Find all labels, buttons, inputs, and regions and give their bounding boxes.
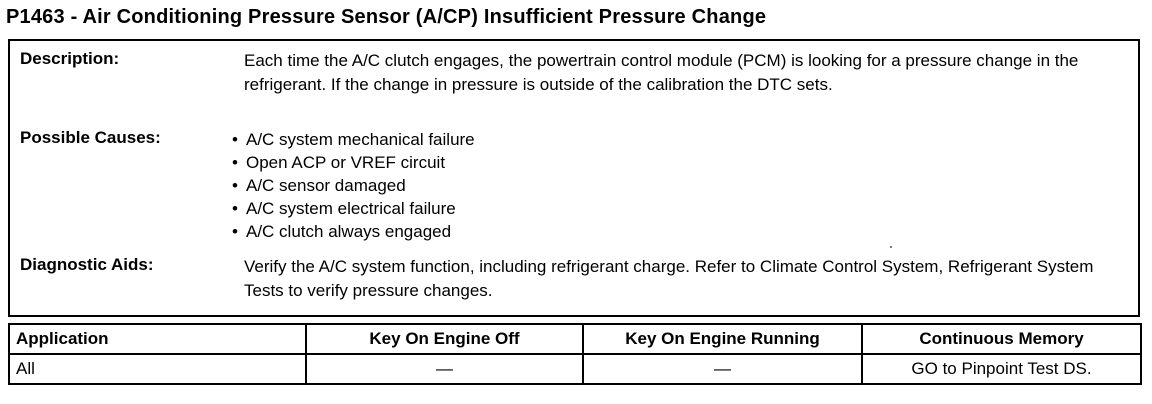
possible-causes-list bbox=[232, 128, 475, 243]
diagnostic-aids-text: Verify the A/C system function, including refrigerant charge. Refer to Climate Control System, Refrigerant System Tests to verify pressure changes. bbox=[244, 257, 1094, 300]
list-item: • Open ACP or VREF circuit bbox=[232, 151, 475, 174]
table-row bbox=[9, 354, 1141, 384]
possible-causes-label: Possible Causes: bbox=[20, 128, 161, 147]
table-header-row bbox=[9, 324, 1141, 354]
cell-continuous-memory: GO to Pinpoint Test DS. bbox=[862, 354, 1141, 384]
list-item: • A/C clutch always engaged bbox=[232, 220, 475, 243]
header-key-on-engine-off: Key On Engine Off bbox=[306, 324, 583, 354]
cell-application: All bbox=[9, 354, 306, 384]
page-title: P1463 - Air Conditioning Pressure Sensor (A/CP) Insufficient Pressure Change bbox=[6, 6, 767, 28]
header-key-on-engine-running: Key On Engine Running bbox=[583, 324, 862, 354]
diagnostic-aids-label: Diagnostic Aids: bbox=[20, 255, 154, 274]
cell-key-on-engine-running: — bbox=[583, 354, 862, 384]
cell-key-on-engine-off: — bbox=[306, 354, 583, 384]
dtc-info-box bbox=[8, 39, 1140, 317]
application-table bbox=[8, 323, 1142, 385]
header-application: Application bbox=[9, 324, 306, 354]
header-continuous-memory: Continuous Memory bbox=[862, 324, 1141, 354]
list-item: • A/C sensor damaged bbox=[232, 174, 475, 197]
scan-speck bbox=[890, 246, 892, 248]
list-item: • A/C system electrical failure bbox=[232, 197, 475, 220]
description-text-block bbox=[244, 49, 1124, 97]
description-text: Each time the A/C clutch engages, the powertrain control module (PCM) is looking for a pressure change in the refrigerant. If the change in pressure is outside of the calibration the DTC sets. bbox=[244, 51, 1079, 94]
list-item: • A/C system mechanical failure bbox=[232, 128, 475, 151]
description-label: Description: bbox=[20, 49, 120, 68]
diagnostic-aids-text-block bbox=[244, 255, 1124, 303]
